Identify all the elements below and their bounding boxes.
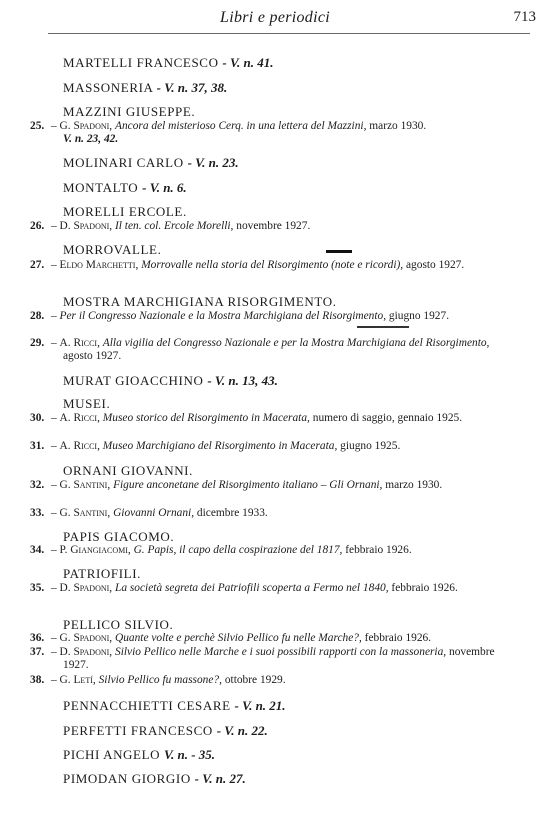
- entry-dash: –: [51, 479, 60, 491]
- index-heading: [63, 55, 273, 71]
- entry-title: Silvio Pellico fu massone?,: [98, 674, 222, 686]
- index-heading: [63, 396, 110, 412]
- heading-text: MONTALTO: [63, 180, 139, 195]
- entry-date: febbraio 1926.: [391, 582, 458, 594]
- heading-text: MOSTRA MARCHIGIANA RISORGIMENTO.: [63, 294, 337, 309]
- entry-number: 27.: [30, 259, 45, 271]
- index-heading: [63, 294, 337, 310]
- cross-reference: - V. n. 27.: [194, 771, 246, 786]
- entry-title: Figure anconetane del Risorgimento italiano – Gli Ornani,: [113, 479, 383, 491]
- heading-text: PENNACCHIETTI CESARE: [63, 698, 231, 713]
- bibliography-entry: [30, 646, 500, 672]
- entry-author: A. Ricci,: [59, 440, 100, 452]
- entry-date: febbraio 1926.: [345, 544, 412, 556]
- entry-dash: –: [51, 646, 60, 658]
- entry-title: Alla vigilia del Congresso Nazionale e per la Mostra Marchigiana del Risorgimento,: [102, 337, 490, 349]
- entry-author: G. Santini,: [59, 507, 111, 519]
- heading-text: PERFETTI FRANCESCO: [63, 723, 213, 738]
- running-head: Libri e periodici: [220, 9, 330, 26]
- entry-author: Eldo Marchetti,: [59, 259, 139, 271]
- entry-dash: –: [51, 259, 60, 271]
- entry-author: D. Spadoni,: [59, 220, 113, 232]
- index-heading: [63, 698, 286, 714]
- index-heading: [63, 80, 227, 96]
- entry-dash: –: [51, 674, 60, 686]
- entry-dash: –: [51, 440, 60, 452]
- heading-text: MASSONERIA: [63, 80, 153, 95]
- heading-text: PELLICO SILVIO.: [63, 617, 174, 632]
- entry-date: ottobre 1929.: [224, 674, 286, 686]
- cross-reference: - V. n. 37, 38.: [156, 80, 228, 95]
- entry-date: agosto 1927.: [63, 350, 122, 362]
- entry-date: agosto 1927.: [406, 259, 465, 271]
- index-heading: [63, 617, 173, 633]
- ink-blemish: [357, 326, 409, 328]
- entry-date: numero di saggio, gennaio 1925.: [312, 412, 463, 424]
- index-heading: [63, 747, 215, 763]
- entry-title: La società segreta dei Patriofili scoperta a Fermo nel 1840,: [115, 582, 389, 594]
- bibliography-entry: [30, 259, 500, 272]
- entry-number: 38.: [30, 674, 45, 686]
- index-heading: [63, 771, 246, 787]
- cross-reference: - V. n. 23.: [187, 155, 239, 170]
- bibliography-entry: [30, 310, 500, 323]
- entry-date: dicembre 1933.: [196, 507, 268, 519]
- index-heading: [63, 373, 278, 389]
- index-heading: [63, 155, 239, 171]
- bibliography-entry: [30, 479, 500, 492]
- entry-author: D. Spadoni,: [59, 582, 113, 594]
- entry-date: marzo 1930.: [385, 479, 443, 491]
- index-heading: [63, 104, 195, 120]
- cross-reference: V. n. - 35.: [163, 747, 216, 762]
- entry-author: A. Ricci,: [59, 337, 100, 349]
- entry-author: D. Spadoni,: [59, 646, 113, 658]
- entry-number: 32.: [30, 479, 45, 491]
- entry-title: Il ten. col. Ercole Morelli,: [115, 220, 234, 232]
- index-heading: [63, 242, 161, 258]
- bibliography-entry: [30, 220, 500, 233]
- heading-text: ORNANI GIOVANNI.: [63, 463, 193, 478]
- entry-title: Ancora del misterioso Cerq. in una lettera del Mazzini,: [115, 120, 367, 132]
- heading-text: MOLINARI CARLO: [63, 155, 184, 170]
- cross-reference: - V. n. 21.: [234, 698, 286, 713]
- entry-date: marzo 1930.: [369, 120, 427, 132]
- entry-dash: –: [51, 507, 60, 519]
- bibliography-entry: [30, 544, 500, 557]
- entry-number: 28.: [30, 310, 45, 322]
- entry-date: febbraio 1926.: [364, 632, 432, 644]
- entry-number: 29.: [30, 337, 45, 349]
- ink-blemish: [326, 250, 352, 253]
- page-number: 713: [513, 9, 536, 25]
- heading-text: MORELLI ERCOLE.: [63, 204, 187, 219]
- heading-text: MORROVALLE.: [63, 242, 162, 257]
- entry-date: novembre 1927.: [236, 220, 311, 232]
- entry-author: G. Spadoni,: [59, 632, 113, 644]
- heading-text: MURAT GIOACCHINO: [63, 373, 204, 388]
- heading-text: PAPIS GIACOMO.: [63, 529, 175, 544]
- entry-number: 26.: [30, 220, 45, 232]
- bibliography-entry: [30, 440, 500, 453]
- index-heading: [63, 723, 268, 739]
- entry-title: Per il Congresso Nazionale e la Mostra Marchigiana del Risorgimento,: [59, 310, 387, 322]
- entry-dash: –: [51, 310, 60, 322]
- entry-author: G. Santini,: [59, 479, 111, 491]
- index-heading: [63, 180, 187, 196]
- heading-text: MAZZINI GIUSEPPE.: [63, 104, 196, 119]
- entry-author: P. Giangiacomi,: [59, 544, 131, 556]
- entry-date: giugno 1925.: [340, 440, 401, 452]
- bibliography-entry: [30, 582, 500, 595]
- heading-text: MUSEI.: [63, 396, 111, 411]
- bibliography-entry: [30, 120, 500, 146]
- cross-reference: - V. n. 41.: [222, 55, 274, 70]
- cross-reference: - V. n. 22.: [216, 723, 268, 738]
- entry-number: 30.: [30, 412, 45, 424]
- entry-number: 35.: [30, 582, 45, 594]
- entry-title: Museo Marchigiano del Risorgimento in Macerata,: [102, 440, 338, 452]
- bibliography-entry: [30, 337, 500, 363]
- entry-dash: –: [51, 544, 60, 556]
- entry-title: G. Papis, il capo della cospirazione del 1817,: [133, 544, 343, 556]
- heading-text: PICHI ANGELO: [63, 747, 161, 762]
- entry-cross-reference: V. n. 23, 42.: [63, 133, 119, 145]
- index-heading: [63, 529, 174, 545]
- heading-text: PATRIOFILI.: [63, 566, 141, 581]
- entry-number: 34.: [30, 544, 45, 556]
- entry-date: novembre 1927.: [63, 646, 495, 671]
- entry-dash: –: [51, 337, 60, 349]
- bibliography-entry: [30, 507, 500, 520]
- entry-title: Silvio Pellico nelle Marche e i suoi possibili rapporti con la massoneria,: [115, 646, 447, 658]
- heading-text: MARTELLI FRANCESCO: [63, 55, 219, 70]
- entry-dash: –: [51, 220, 60, 232]
- entry-number: 36.: [30, 632, 45, 644]
- index-heading: [63, 204, 187, 220]
- index-heading: [63, 463, 193, 479]
- entry-number: 25.: [30, 120, 45, 132]
- cross-reference: - V. n. 13, 43.: [207, 373, 278, 388]
- header-rule: [48, 33, 530, 34]
- entry-title: Giovanni Ornani,: [113, 507, 195, 519]
- entry-title: Morrovalle nella storia del Risorgimento (note e ricordi),: [141, 259, 404, 271]
- index-heading: [63, 566, 141, 582]
- bibliography-entry: [30, 674, 500, 687]
- entry-dash: –: [51, 120, 60, 132]
- entry-date: giugno 1927.: [388, 310, 450, 322]
- cross-reference: - V. n. 6.: [142, 180, 187, 195]
- entry-author: A. Ricci,: [59, 412, 100, 424]
- entry-title: Quante volte e perchè Silvio Pellico fu nelle Marche?,: [115, 632, 362, 644]
- heading-text: PIMODAN GIORGIO: [63, 771, 191, 786]
- entry-number: 37.: [30, 646, 45, 658]
- entry-title: Museo storico del Risorgimento in Macerata,: [102, 412, 310, 424]
- entry-author: G. Spadoni,: [59, 120, 113, 132]
- entry-dash: –: [51, 412, 60, 424]
- entry-number: 33.: [30, 507, 45, 519]
- bibliography-entry: [30, 412, 500, 425]
- entry-author: G. Letí,: [59, 674, 96, 686]
- entry-number: 31.: [30, 440, 45, 452]
- entry-dash: –: [51, 582, 60, 594]
- entry-dash: –: [51, 632, 60, 644]
- bibliography-entry: [30, 632, 500, 645]
